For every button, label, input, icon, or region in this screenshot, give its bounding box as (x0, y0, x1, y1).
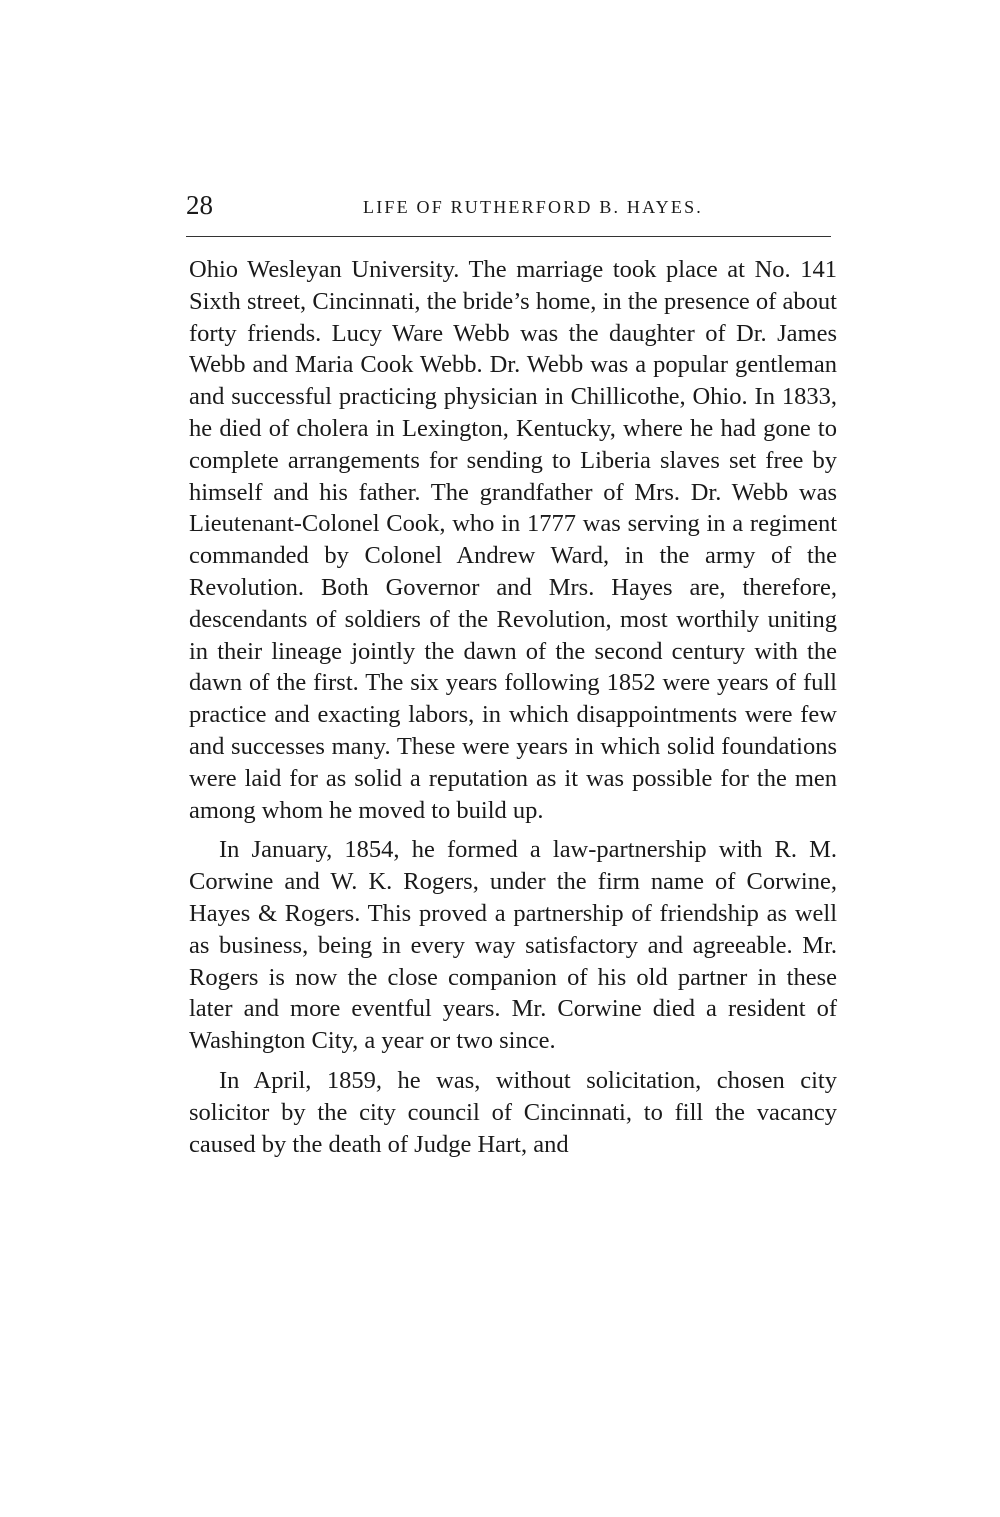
paragraph-city-solicitor: In April, 1859, he was, without solicitation, chosen city solicitor by the city council of Cincinnati, to fill the vacancy caused by the death of Judge Hart, and (189, 1066, 837, 1158)
body-text (189, 254, 837, 1160)
paragraph-law-partnership: In January, 1854, he formed a law-partnership with R. M. Corwine and W. K. Rogers, under the firm name of Corwine, Hayes & Rogers. This proved a partnership of friendship as well as business, being in every way satisfactory and agreeable. Mr. Rogers is now the close companion of his old partner in these later and more eventful years. Mr. Corwine died a resident of Washington City, a year or two since. (189, 836, 837, 1055)
running-head: LIFE OF RUTHERFORD B. HAYES. (363, 197, 703, 217)
page-number: 28 (186, 190, 213, 220)
header-rule (186, 236, 831, 237)
page-header (186, 190, 840, 230)
paragraph-continued: Ohio Wesleyan University. The marriage took place at No. 141 Sixth street, Cincinnati, the bride’s home, in the presence of about forty friends. Lucy Ware Webb was the daughter of Dr. James Webb and Maria Cook Webb. Dr. Webb was a popular gentleman and successful practicing physician in Chillicothe, Ohio. In 1833, he died of cholera in Lexington, Kentucky, where he had gone to complete arrangements for sending to Liberia slaves set free by himself and his father. The grandfather of Mrs. Dr. Webb was Lieutenant-Colonel Cook, who in 1777 was serving in a regiment commanded by Colonel Andrew Ward, in the army of the Revolution. Both Governor and Mrs. Hayes are, therefore, descendants of soldiers of the Revolution, most worthily uniting in their lineage jointly the dawn of the second century with the dawn of the first. The six years following 1852 were years of full practice and exacting labors, in which disappointments were few and successes many. These were years in which solid foundations were laid for as solid a reputation as it was possible for the men among whom he moved to build up. (189, 256, 837, 824)
